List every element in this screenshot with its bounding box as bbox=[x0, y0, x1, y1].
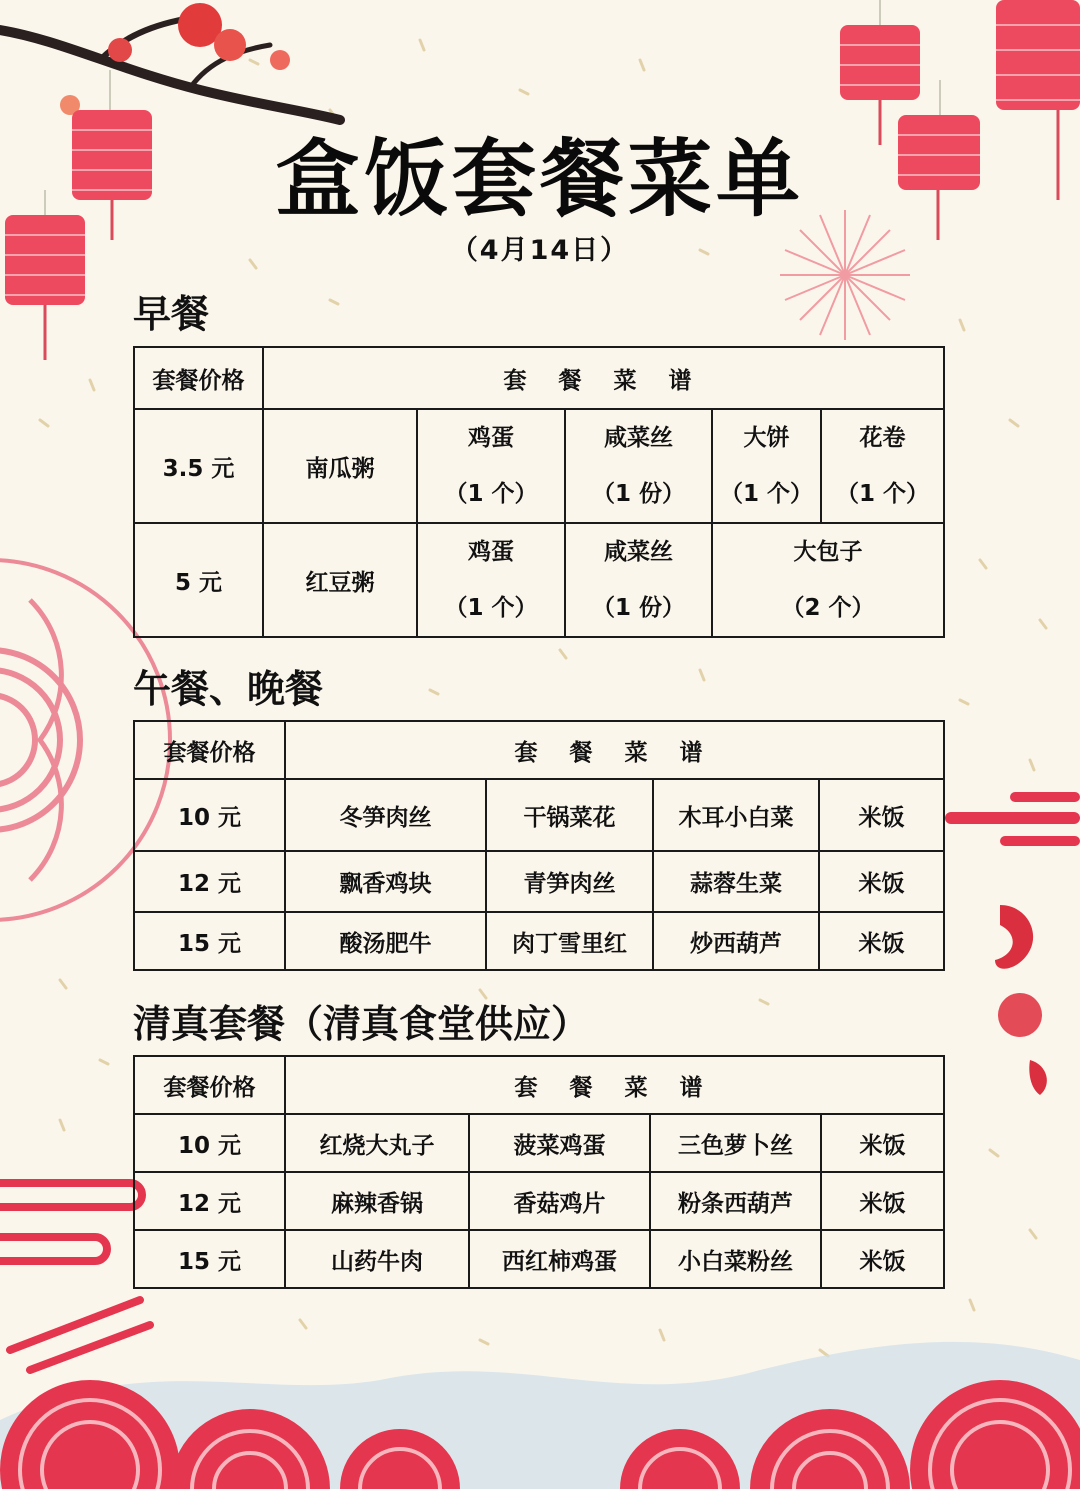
dish-cell: 菠菜鸡蛋 bbox=[469, 1114, 650, 1172]
item-qty: （1 个） bbox=[835, 481, 929, 507]
price-cell: 10 元 bbox=[134, 1114, 285, 1172]
item-qty: （2 个） bbox=[781, 595, 875, 621]
header-menu: 套 餐 菜 谱 bbox=[285, 721, 944, 779]
porridge-cell: 红豆粥 bbox=[263, 523, 417, 637]
dish-cell: 米饭 bbox=[819, 851, 944, 912]
price-cell: 5 元 bbox=[134, 523, 263, 637]
dish-cell: 冬笋肉丝 bbox=[285, 779, 486, 851]
breakfast-table bbox=[133, 346, 945, 638]
section-heading-lunch: 午餐、晚餐 bbox=[133, 667, 324, 711]
dish-cell: 干锅菜花 bbox=[486, 779, 653, 851]
item-cell bbox=[712, 523, 944, 637]
dish-cell: 酸汤肥牛 bbox=[285, 912, 486, 970]
dish-cell: 西红柿鸡蛋 bbox=[469, 1230, 650, 1288]
header-price: 套餐价格 bbox=[134, 347, 263, 409]
halal-table bbox=[133, 1055, 945, 1289]
header-menu: 套 餐 菜 谱 bbox=[285, 1056, 944, 1114]
table-row bbox=[134, 1230, 944, 1288]
item-qty: （1 个） bbox=[719, 481, 813, 507]
header-price: 套餐价格 bbox=[134, 1056, 285, 1114]
porridge-cell: 南瓜粥 bbox=[263, 409, 417, 523]
header-menu: 套 餐 菜 谱 bbox=[263, 347, 944, 409]
item-cell bbox=[712, 409, 821, 523]
page-title: 盒饭套餐菜单 bbox=[275, 130, 804, 228]
item-name: 咸菜丝 bbox=[604, 539, 673, 565]
item-cell bbox=[417, 523, 565, 637]
dish-cell: 米饭 bbox=[821, 1230, 944, 1288]
table-header-row bbox=[134, 1056, 944, 1114]
item-name: 大包子 bbox=[793, 539, 863, 565]
dish-cell: 米饭 bbox=[821, 1114, 944, 1172]
dish-cell: 木耳小白菜 bbox=[653, 779, 819, 851]
table-row bbox=[134, 1114, 944, 1172]
header-price: 套餐价格 bbox=[134, 721, 285, 779]
dish-cell: 米饭 bbox=[821, 1172, 944, 1230]
item-name: 咸菜丝 bbox=[604, 425, 673, 451]
table-row bbox=[134, 409, 944, 523]
item-qty: （1 份） bbox=[591, 595, 685, 621]
dish-cell: 小白菜粉丝 bbox=[650, 1230, 821, 1288]
dish-cell: 香菇鸡片 bbox=[469, 1172, 650, 1230]
table-header-row bbox=[134, 347, 944, 409]
lunch-table bbox=[133, 720, 945, 971]
dish-cell: 青笋肉丝 bbox=[486, 851, 653, 912]
item-cell bbox=[417, 409, 565, 523]
dish-cell: 粉条西葫芦 bbox=[650, 1172, 821, 1230]
dish-cell: 红烧大丸子 bbox=[285, 1114, 469, 1172]
dish-cell: 飘香鸡块 bbox=[285, 851, 486, 912]
price-cell: 3.5 元 bbox=[134, 409, 263, 523]
dish-cell: 米饭 bbox=[819, 779, 944, 851]
item-name: 鸡蛋 bbox=[468, 539, 514, 565]
price-cell: 15 元 bbox=[134, 912, 285, 970]
table-row bbox=[134, 1172, 944, 1230]
table-row bbox=[134, 523, 944, 637]
item-cell bbox=[565, 523, 712, 637]
price-cell: 10 元 bbox=[134, 779, 285, 851]
dish-cell: 米饭 bbox=[819, 912, 944, 970]
item-name: 花卷 bbox=[859, 425, 906, 451]
dish-cell: 炒西葫芦 bbox=[653, 912, 819, 970]
dish-cell: 麻辣香锅 bbox=[285, 1172, 469, 1230]
item-qty: （1 个） bbox=[444, 595, 538, 621]
table-header-row bbox=[134, 721, 944, 779]
table-row bbox=[134, 779, 944, 851]
dish-cell: 肉丁雪里红 bbox=[486, 912, 653, 970]
menu-date: （4月14日） bbox=[450, 235, 630, 266]
item-name: 大饼 bbox=[743, 425, 790, 451]
item-qty: （1 个） bbox=[444, 481, 538, 507]
item-cell bbox=[821, 409, 944, 523]
section-heading-breakfast: 早餐 bbox=[133, 292, 210, 336]
price-cell: 12 元 bbox=[134, 1172, 285, 1230]
dish-cell: 蒜蓉生菜 bbox=[653, 851, 819, 912]
section-heading-halal: 清真套餐（清真食堂供应） bbox=[133, 1002, 590, 1046]
dish-cell: 三色萝卜丝 bbox=[650, 1114, 821, 1172]
item-cell bbox=[565, 409, 712, 523]
price-cell: 15 元 bbox=[134, 1230, 285, 1288]
item-qty: （1 份） bbox=[591, 481, 685, 507]
item-name: 鸡蛋 bbox=[468, 425, 514, 451]
dish-cell: 山药牛肉 bbox=[285, 1230, 469, 1288]
price-cell: 12 元 bbox=[134, 851, 285, 912]
table-row bbox=[134, 912, 944, 970]
table-row bbox=[134, 851, 944, 912]
